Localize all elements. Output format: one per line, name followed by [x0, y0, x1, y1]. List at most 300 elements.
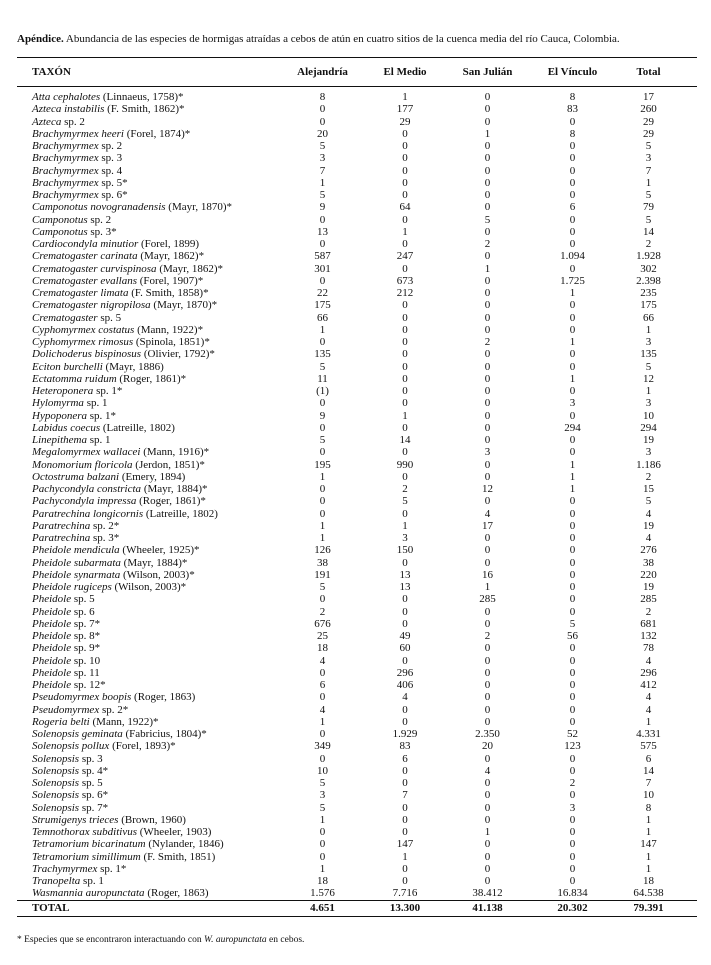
count-total: 79 [643, 201, 654, 214]
count-san-julian: 4 [484, 507, 491, 520]
count-el-vinculo: 0 [569, 862, 576, 875]
taxon-name: Pheidole [32, 654, 72, 667]
taxon-name: Pachycondyla impressa [32, 495, 137, 508]
count-el-medio: 296 [396, 666, 414, 679]
row-spacer [677, 838, 697, 850]
table-row [17, 753, 697, 765]
count-alejandria: 4 [319, 654, 326, 667]
taxon-authority: sp. 12* [71, 679, 106, 691]
count-el-vinculo: 0 [569, 666, 576, 679]
count-total: 17 [643, 91, 654, 103]
row-spacer [677, 863, 697, 875]
count-el-vinculo: 0 [569, 115, 576, 128]
table-row [17, 851, 697, 863]
taxon-name: Pheidole mendicula [32, 544, 120, 557]
count-el-vinculo: 0 [569, 323, 576, 336]
table-row [17, 667, 697, 679]
count-total: 5 [645, 360, 652, 373]
taxon-authority: (Mayr, 1870)* [150, 299, 218, 312]
taxon-name: Pheidole [32, 605, 72, 618]
table-row [17, 557, 697, 569]
count-el-vinculo: 0 [569, 385, 576, 397]
row-spacer [677, 765, 697, 777]
count-total: 175 [640, 299, 657, 312]
table-row [17, 87, 697, 104]
taxon-cell [17, 851, 285, 863]
count-el-medio: 2 [402, 483, 408, 495]
taxon-name: Brachymyrmex [32, 176, 99, 189]
row-spacer [677, 434, 697, 446]
taxon-name: Pseudomyrmex [32, 703, 100, 716]
count-alejandria: 11 [317, 372, 328, 385]
table-row [17, 483, 697, 495]
count-total: 132 [640, 630, 657, 642]
taxon-authority: (Jerdon, 1851)* [132, 458, 205, 471]
table-row [17, 250, 697, 262]
count-el-vinculo: 0 [569, 532, 576, 544]
taxon-authority: (Mayr, 1870)* [165, 201, 232, 214]
count-el-medio: 0 [402, 262, 408, 275]
taxon-cell [17, 189, 285, 201]
count-el-medio: 0 [402, 813, 408, 826]
count-el-vinculo: 1.094 [560, 250, 585, 263]
table-row [17, 336, 697, 348]
count-alejandria: 0 [319, 495, 326, 508]
taxon-authority: (Mayr, 1884)* [141, 483, 208, 495]
count-total: 6 [645, 752, 652, 765]
taxon-name: Cyphomyrmex costatus [32, 323, 135, 336]
count-alejandria: 5 [319, 360, 326, 373]
count-alejandria: 0 [319, 752, 326, 765]
table-row [17, 214, 697, 226]
row-spacer [677, 716, 697, 728]
count-san-julian: 17 [482, 519, 493, 532]
taxon-authority: sp. 3 [98, 152, 123, 165]
count-el-medio: 0 [402, 372, 408, 385]
count-san-julian: 0 [484, 666, 491, 679]
count-el-medio: 0 [402, 556, 408, 569]
row-spacer [677, 177, 697, 189]
count-san-julian: 2 [484, 630, 491, 642]
count-total: 4 [645, 532, 652, 544]
taxon-authority: sp. 2 [61, 115, 85, 128]
count-alejandria: 0 [319, 826, 326, 838]
count-total: 285 [640, 593, 657, 606]
count-el-medio: 6 [402, 752, 408, 765]
taxon-authority: sp. 5* [98, 176, 128, 189]
taxon-authority: (Linnaeus, 1758)* [100, 91, 184, 103]
taxon-name: Paratrechina longicornis [32, 507, 144, 520]
row-spacer [677, 263, 697, 275]
count-total: 5 [645, 189, 652, 201]
row-spacer [677, 312, 697, 324]
total-el-vinculo: 20.302 [557, 901, 588, 914]
count-total: 575 [640, 740, 657, 753]
count-el-medio: 0 [402, 703, 408, 716]
taxon-authority: sp. 6* [98, 189, 128, 201]
count-san-julian: 1 [484, 127, 491, 140]
taxon-cell [17, 520, 285, 532]
table-row [17, 434, 697, 446]
count-el-medio: 13 [399, 581, 411, 593]
table-row [17, 385, 697, 397]
count-el-vinculo: 1.725 [560, 274, 585, 287]
count-el-medio: 14 [399, 434, 411, 446]
taxon-name: Heteroponera [32, 385, 94, 397]
taxon-name: Ectatomma ruidum [32, 372, 117, 385]
count-el-vinculo: 0 [569, 581, 576, 593]
count-alejandria: 5 [319, 434, 326, 446]
taxon-authority: sp. 4* [79, 764, 109, 777]
taxon-name: Tranopelta [32, 875, 81, 887]
taxon-cell [17, 140, 285, 152]
table-row [17, 324, 697, 336]
table-row [17, 165, 697, 177]
table-row [17, 422, 697, 434]
taxon-name: Rogeria belti [32, 715, 90, 728]
taxon-authority: (Mayr, 1884)* [120, 556, 188, 569]
row-spacer [677, 410, 697, 422]
count-total: 1 [645, 176, 652, 189]
taxon-name: Megalomyrmex wallacei [32, 446, 141, 459]
count-el-medio: 0 [402, 213, 408, 226]
taxon-authority: (Wheeler, 1925)* [119, 544, 200, 557]
count-el-medio: 0 [402, 385, 408, 397]
taxon-name: Solenopsis [32, 752, 80, 765]
row-spacer [677, 287, 697, 299]
table-row [17, 446, 697, 458]
count-el-vinculo: 52 [567, 728, 578, 740]
count-alejandria: 1 [319, 532, 326, 544]
count-el-medio: 0 [402, 593, 408, 606]
count-san-julian: 2 [484, 336, 491, 348]
count-total: 296 [640, 666, 657, 679]
count-total: 1 [645, 385, 652, 397]
taxon-cell [17, 336, 285, 348]
table-row [17, 263, 697, 275]
count-el-vinculo: 0 [569, 642, 576, 655]
taxon-name: Pheidole [32, 630, 72, 642]
count-el-vinculo: 0 [569, 262, 576, 275]
table-row [17, 887, 697, 900]
count-san-julian: 0 [484, 434, 491, 446]
taxon-cell [17, 667, 285, 679]
count-el-medio: 1.929 [392, 728, 418, 740]
count-alejandria: 18 [317, 875, 328, 887]
count-total: 4 [645, 691, 652, 704]
table-row [17, 679, 697, 691]
count-alejandria: 9 [319, 409, 326, 422]
taxon-cell [17, 863, 285, 875]
count-alejandria: 0 [319, 838, 326, 851]
header-el-medio: El Medio [383, 66, 427, 78]
count-el-medio: 0 [402, 152, 408, 165]
taxon-authority: sp. 6 [71, 605, 95, 618]
footnote-species: W. auropunctata [204, 935, 267, 945]
table-row [17, 140, 697, 152]
count-total: 2 [645, 238, 652, 250]
count-alejandria: 2 [319, 605, 326, 618]
count-total: 19 [643, 434, 654, 446]
count-san-julian: 0 [484, 838, 491, 851]
count-alejandria: (1) [316, 385, 329, 397]
count-total: 3 [645, 397, 652, 410]
count-san-julian: 38.412 [472, 887, 503, 900]
taxon-cell [17, 532, 285, 544]
row-spacer [677, 618, 697, 630]
count-el-medio: 1 [402, 225, 408, 238]
count-san-julian: 0 [484, 617, 491, 630]
row-spacer [677, 630, 697, 642]
taxon-name: Solenopsis [32, 801, 80, 814]
table-header-row [17, 58, 697, 87]
count-san-julian: 0 [484, 532, 491, 544]
taxon-name: Solenopsis geminata [32, 728, 123, 740]
count-san-julian: 4 [484, 764, 491, 777]
table-row [17, 128, 697, 140]
count-alejandria: 126 [314, 544, 331, 557]
count-el-medio: 0 [402, 507, 408, 520]
taxon-cell [17, 642, 285, 654]
table-row [17, 189, 697, 201]
count-el-medio: 147 [396, 838, 414, 851]
taxon-cell [17, 287, 285, 299]
count-san-julian: 0 [484, 397, 491, 410]
count-total: 10 [643, 409, 654, 422]
taxon-name: Monomorium floricola [32, 458, 133, 471]
count-el-medio: 0 [402, 764, 408, 777]
taxon-authority: (Emery, 1894) [119, 470, 186, 483]
taxon-authority: sp. 5 [71, 593, 95, 606]
count-alejandria: 38 [317, 556, 328, 569]
taxon-authority: sp. 7* [71, 617, 101, 630]
taxon-name: Paratrechina [32, 519, 91, 532]
taxon-name: Pheidole [32, 617, 72, 630]
count-san-julian: 0 [484, 470, 491, 483]
count-el-vinculo: 1 [569, 372, 576, 385]
count-san-julian: 1 [484, 581, 491, 593]
count-san-julian: 0 [484, 654, 491, 667]
count-el-vinculo: 3 [569, 801, 576, 814]
row-spacer [677, 691, 697, 703]
count-el-medio: 673 [396, 274, 414, 287]
count-alejandria: 0 [319, 213, 326, 226]
count-san-julian: 0 [484, 385, 491, 397]
count-total: 2.398 [636, 274, 661, 287]
taxon-name: Camponotus [32, 213, 88, 226]
taxon-authority: (Mayr, 1862)* [137, 250, 205, 263]
taxon-cell [17, 87, 285, 104]
count-el-vinculo: 0 [569, 311, 576, 324]
row-spacer [677, 348, 697, 360]
taxon-authority: (Forel, 1899) [138, 238, 200, 250]
count-san-julian: 0 [484, 850, 491, 863]
taxon-authority: sp. 1* [87, 409, 117, 422]
count-total: 412 [640, 679, 657, 691]
count-san-julian: 0 [484, 299, 491, 312]
taxon-cell [17, 679, 285, 691]
count-el-vinculo: 0 [569, 213, 576, 226]
count-el-vinculo: 0 [569, 495, 576, 508]
footnote-suffix: en cebos. [266, 935, 305, 945]
count-el-medio: 0 [402, 311, 408, 324]
taxon-authority: sp. 3* [87, 225, 117, 238]
count-alejandria: 5 [319, 140, 326, 152]
taxon-name: Pheidole [32, 679, 72, 691]
taxon-cell [17, 802, 285, 814]
count-san-julian: 0 [484, 556, 491, 569]
count-el-vinculo: 1 [569, 336, 576, 348]
count-total: 15 [643, 483, 654, 495]
taxon-cell [17, 814, 285, 826]
table-row [17, 116, 697, 128]
count-el-vinculo: 0 [569, 875, 576, 887]
taxon-authority: (Wilson, 2003)* [111, 581, 187, 593]
taxon-cell [17, 165, 285, 177]
table-row [17, 728, 697, 740]
count-el-medio: 406 [396, 679, 414, 691]
count-el-medio: 0 [402, 348, 408, 361]
row-spacer [677, 128, 697, 140]
row-spacer [677, 116, 697, 128]
taxon-name: Pachycondyla constricta [32, 483, 142, 495]
count-san-julian: 0 [484, 875, 491, 887]
taxon-cell [17, 214, 285, 226]
count-el-vinculo: 1 [569, 287, 576, 299]
taxon-cell [17, 103, 285, 115]
taxon-authority: sp. 4 [98, 164, 123, 177]
count-san-julian: 0 [484, 225, 491, 238]
row-spacer [677, 140, 697, 152]
row-spacer [677, 324, 697, 336]
count-total: 5 [645, 140, 652, 152]
table-row [17, 520, 697, 532]
count-san-julian: 0 [484, 813, 491, 826]
table-row [17, 361, 697, 373]
count-alejandria: 0 [319, 103, 326, 116]
row-spacer [677, 532, 697, 544]
count-total: 3 [645, 152, 652, 165]
count-san-julian: 0 [484, 91, 491, 103]
row-spacer [677, 789, 697, 801]
count-san-julian: 0 [484, 323, 491, 336]
count-alejandria: 1 [319, 323, 326, 336]
row-spacer [677, 875, 697, 887]
count-alejandria: 0 [319, 238, 326, 250]
count-san-julian: 0 [484, 715, 491, 728]
row-spacer [677, 87, 697, 104]
count-el-vinculo: 0 [569, 568, 576, 581]
count-total: 1 [645, 323, 652, 336]
taxon-authority: (Forel, 1907)* [137, 274, 204, 287]
taxon-cell [17, 348, 285, 360]
taxon-authority: sp. 1 [80, 875, 104, 887]
taxon-cell [17, 704, 285, 716]
taxon-name: Crematogaster limata [32, 287, 129, 299]
table-row [17, 495, 697, 507]
count-total: 302 [640, 262, 657, 275]
count-san-julian: 0 [484, 421, 491, 434]
count-san-julian: 0 [484, 752, 491, 765]
header-el-vinculo: El Vínculo [547, 66, 598, 78]
count-alejandria: 3 [319, 789, 326, 802]
count-total: 64.538 [633, 887, 664, 900]
count-el-vinculo: 56 [567, 630, 578, 642]
count-el-medio: 1 [402, 91, 408, 103]
count-total: 681 [640, 617, 657, 630]
table-row [17, 740, 697, 752]
count-el-medio: 83 [399, 740, 411, 753]
taxon-name: Pheidole [32, 593, 72, 606]
taxon-authority: (Forel, 1874)* [123, 127, 191, 140]
count-el-medio: 212 [396, 287, 414, 299]
count-alejandria: 5 [319, 189, 326, 201]
taxon-cell [17, 177, 285, 189]
taxon-authority: (Spinola, 1851)* [133, 336, 210, 348]
taxon-authority: (Fabricius, 1804)* [122, 728, 207, 740]
header-spacer [677, 58, 697, 87]
count-total: 8 [645, 801, 652, 814]
table-row [17, 226, 697, 238]
count-alejandria: 0 [319, 728, 326, 740]
count-el-vinculo: 0 [569, 238, 576, 250]
count-el-vinculo: 0 [569, 409, 576, 422]
count-san-julian: 0 [484, 372, 491, 385]
taxon-name: Linepithema [32, 434, 87, 446]
taxon-cell [17, 753, 285, 765]
taxon-name: Atta cephalotes [32, 91, 101, 103]
table-row [17, 863, 697, 875]
count-san-julian: 2.350 [475, 728, 500, 740]
row-spacer [677, 336, 697, 348]
count-el-medio: 0 [402, 421, 408, 434]
row-spacer [677, 581, 697, 593]
caption-label: Apéndice. [17, 33, 64, 45]
row-spacer [677, 397, 697, 409]
taxon-name: Solenopsis [32, 777, 80, 789]
count-el-vinculo: 0 [569, 556, 576, 569]
taxon-cell [17, 716, 285, 728]
count-el-medio: 0 [402, 299, 408, 312]
caption-text: Abundancia de las especies de hormigas atraídas a cebos de atún en cuatro sitios de la cuenca media del río Cauca, Colombia. [63, 33, 620, 45]
row-spacer [677, 667, 697, 679]
count-el-vinculo: 0 [569, 826, 576, 838]
count-alejandria: 1 [319, 862, 326, 875]
taxon-cell [17, 434, 285, 446]
count-el-vinculo: 294 [564, 421, 581, 434]
count-el-vinculo: 0 [569, 764, 576, 777]
count-san-julian: 20 [482, 740, 493, 753]
count-el-vinculo: 6 [569, 201, 576, 214]
count-san-julian: 0 [484, 250, 491, 263]
taxon-name: Crematogaster [32, 311, 98, 324]
taxon-cell [17, 226, 285, 238]
count-alejandria: 0 [319, 446, 326, 459]
taxon-name: Solenopsis [32, 789, 80, 802]
table-row [17, 312, 697, 324]
table-row [17, 716, 697, 728]
taxon-cell [17, 581, 285, 593]
count-el-medio: 1 [402, 519, 408, 532]
taxon-authority: (Mann, 1922)* [89, 715, 159, 728]
count-alejandria: 191 [314, 568, 331, 581]
count-san-julian: 0 [484, 115, 491, 128]
taxon-authority: sp. 5 [79, 777, 103, 789]
row-spacer [677, 201, 697, 213]
count-alejandria: 1.576 [310, 887, 335, 900]
count-alejandria: 10 [317, 764, 328, 777]
table-row [17, 630, 697, 642]
